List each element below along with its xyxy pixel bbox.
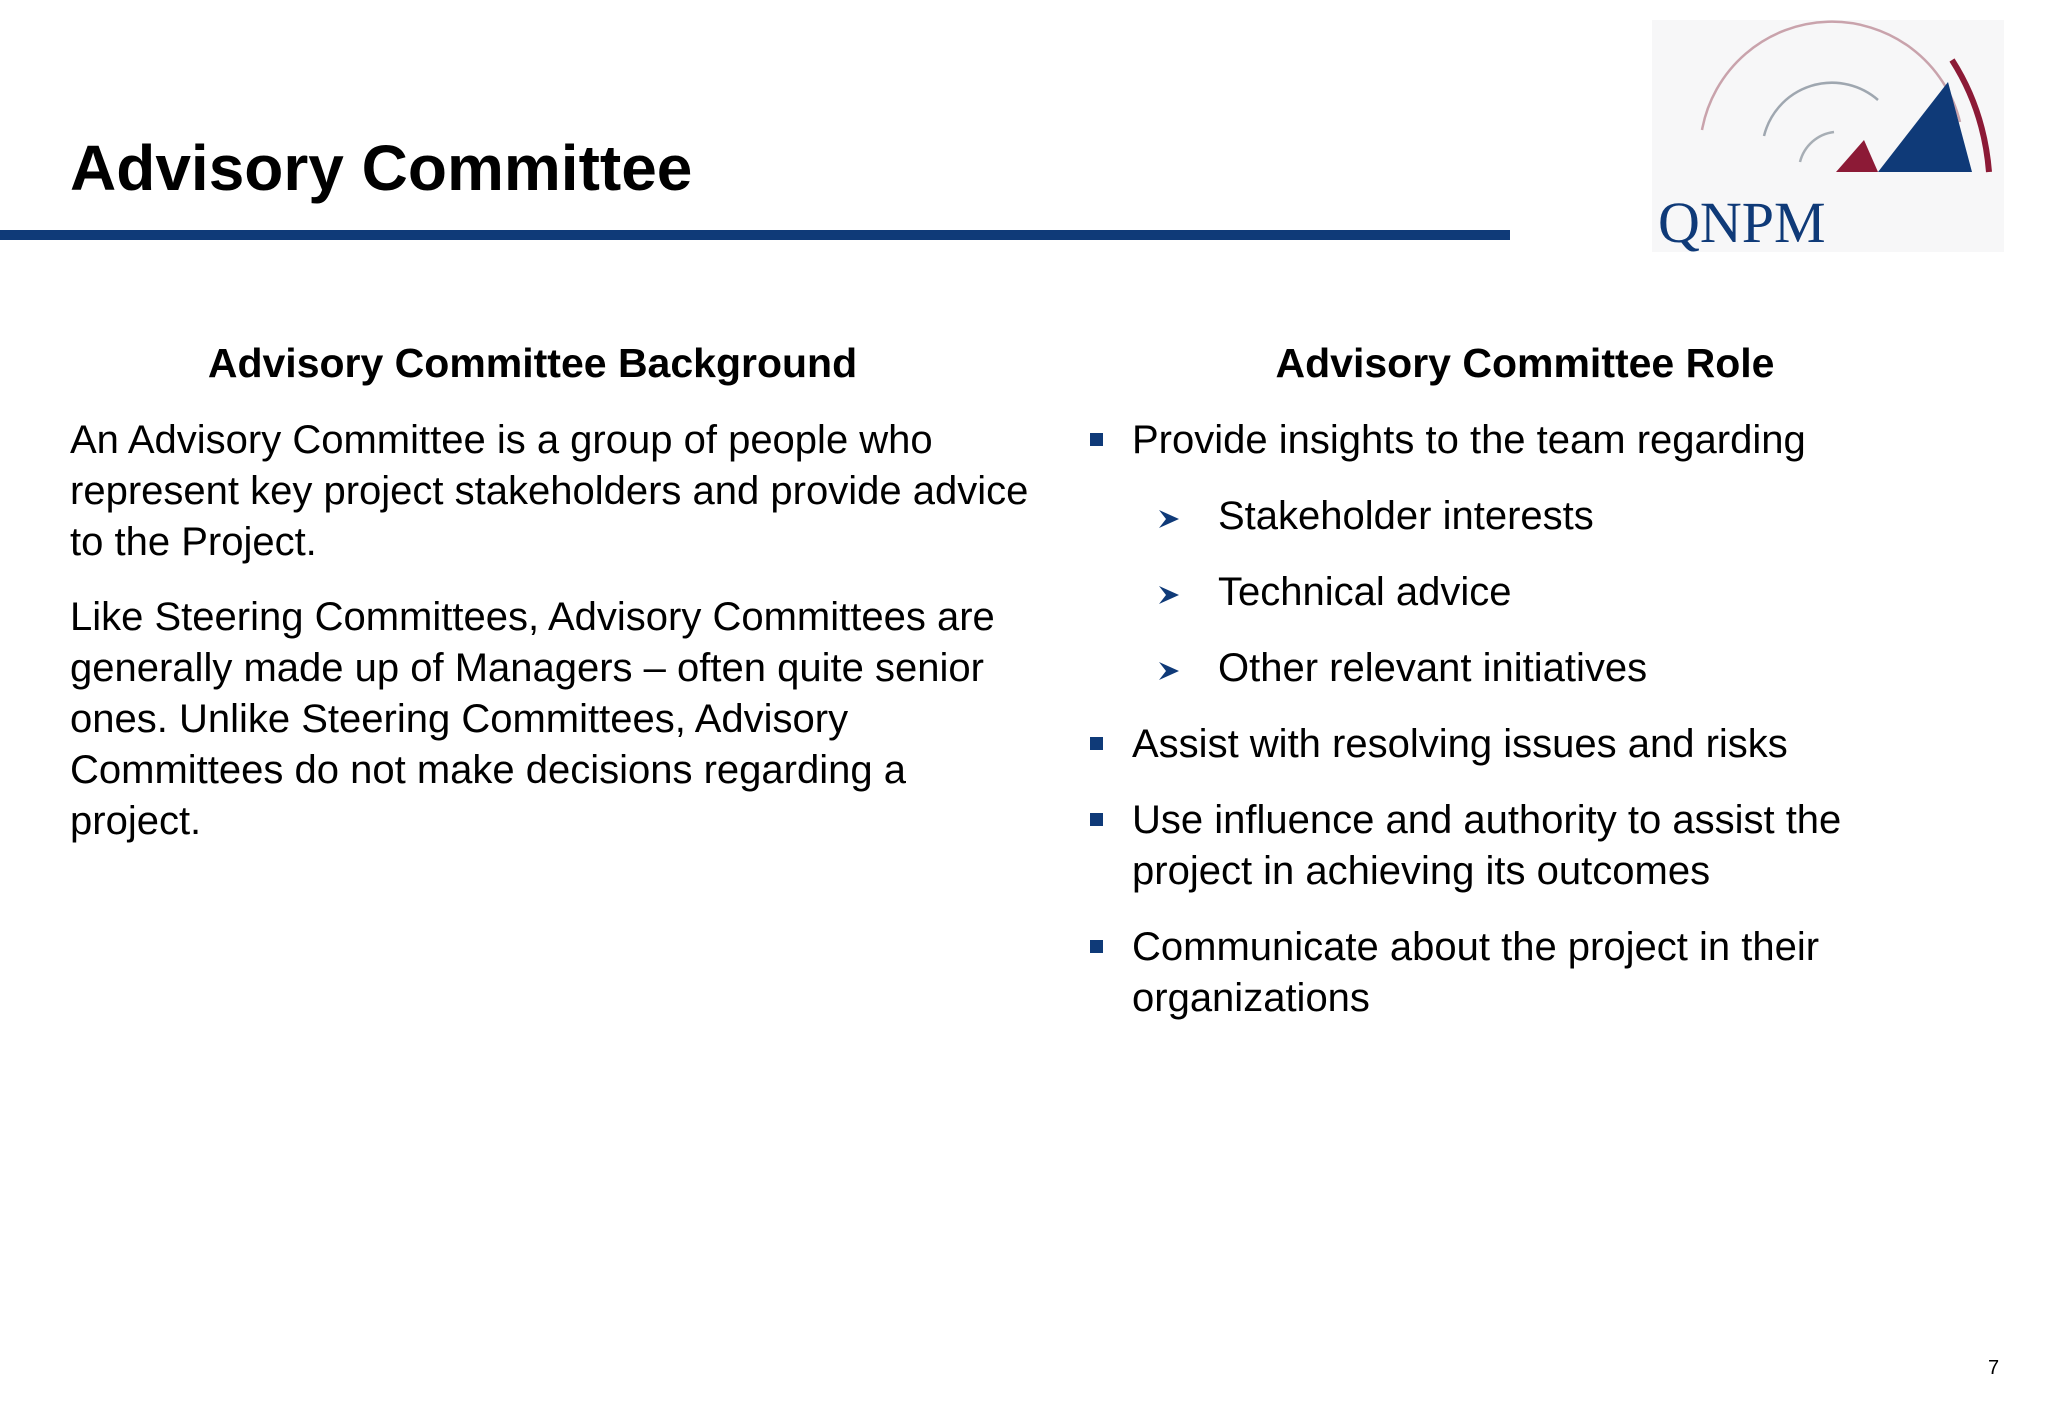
background-heading: Advisory Committee Background (207, 340, 858, 386)
qnpm-logo (1652, 20, 2004, 252)
role-bullet-influence-line-2: project in achieving its outcomes (1132, 849, 1711, 893)
arrow-bullet-icon (1158, 585, 1180, 605)
role-subbullet-technical: Technical advice (1218, 570, 1512, 614)
square-bullet-icon (1090, 433, 1103, 446)
role-bullet-influence-line-1: Use influence and authority to assist the (1132, 798, 1842, 842)
square-bullet-icon (1090, 813, 1103, 826)
slide-title: Advisory Committee (70, 132, 693, 204)
arrow-bullet-icon (1158, 509, 1180, 529)
background-paragraph-1: An Advisory Committee is a group of people who represent key project stakeholders and provide advice to the Project. (70, 418, 1029, 564)
arrow-bullet-icon (1158, 661, 1180, 681)
role-subbullet-stakeholder: Stakeholder interests (1218, 494, 1594, 538)
square-bullet-icon (1090, 940, 1103, 953)
title-divider (0, 230, 1510, 240)
background-paragraph-2: Like Steering Committees, Advisory Committees are generally made up of Managers – often quite senior ones. Unlike Steering Committees, Advisory Committees do not make decisions regarding a project. (70, 595, 995, 843)
role-heading: Advisory Committee Role (1275, 340, 1775, 386)
role-bullet-communicate-line-1: Communicate about the project in their (1132, 925, 1820, 969)
page-number: 7 (1988, 1357, 2000, 1379)
square-bullet-icon (1090, 737, 1103, 750)
role-bullet-insights: Provide insights to the team regarding (1132, 418, 1806, 462)
role-subbullet-initiatives: Other relevant initiatives (1218, 646, 1648, 690)
logo-text: QNPM (1658, 190, 1826, 252)
role-bullet-communicate-line-2: organizations (1132, 976, 1370, 1020)
role-bullet-issues: Assist with resolving issues and risks (1132, 722, 1788, 766)
